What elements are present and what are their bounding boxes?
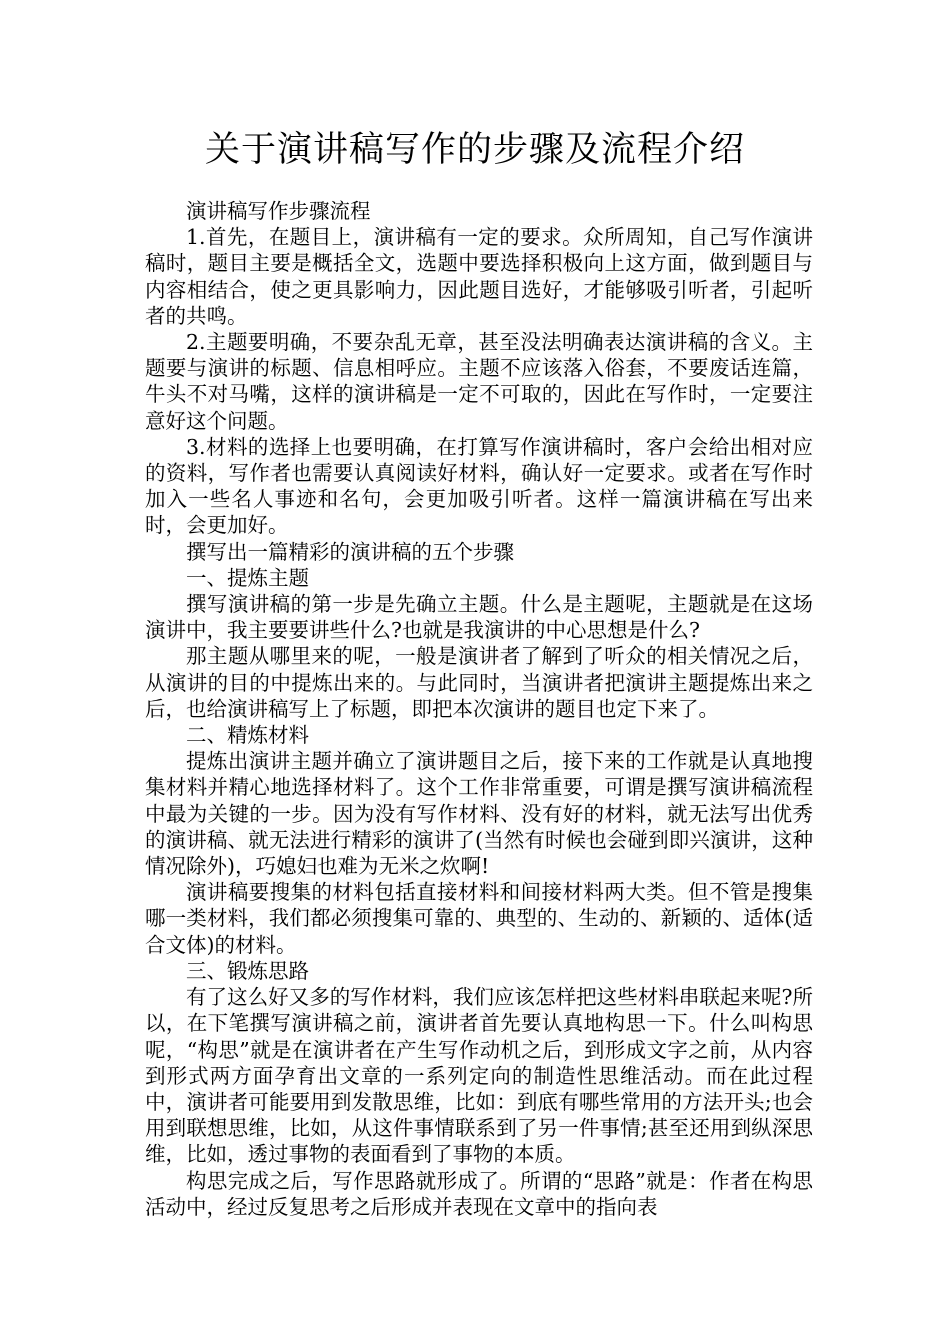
- section-heading: 三、锻炼思路: [186, 958, 309, 983]
- section-heading: 二、精炼材料: [186, 723, 309, 748]
- document-title: 关于演讲稿写作的步骤及流程介绍: [204, 130, 745, 170]
- paragraph: 那主题从哪里来的呢，一般是演讲者了解到了听众的相关情况之后，从演讲的目的中提炼出来的。与此同时，当演讲者把演讲主题提炼出来之后，也给演讲稿写上了标题，即把本次演讲的题目也定下来了。: [145, 644, 813, 721]
- paragraph: 2.主题要明确，不要杂乱无章，甚至没法明确表达演讲稿的含义。主题要与演讲的标题、信息相呼应。主题不应该落入俗套，不要废话连篇，牛头不对马嘴，这样的演讲稿是一定不可取的，因此在写作时，一定要注意好这个问题。: [145, 330, 813, 433]
- paragraph: 演讲稿要搜集的材料包括直接材料和间接材料两大类。但不管是搜集哪一类材料，我们都必须搜集可靠的、典型的、生动的、新颖的、适体(适合文体)的材料。: [145, 880, 813, 957]
- paragraph: 提炼出演讲主题并确立了演讲题目之后，接下来的工作就是认真地搜集材料并精心地选择材料了。这个工作非常重要，可谓是撰写演讲稿流程中最为关键的一步。因为没有写作材料、没有好的材料，就无法写出优秀的演讲稿、就无法进行精彩的演讲了(当然有时候也会碰到即兴演讲，这种情况除外)，巧媳妇也难为无米之炊啊!: [145, 749, 813, 879]
- paragraph: 3.材料的选择上也要明确，在打算写作演讲稿时，客户会给出相对应的资料，写作者也需要认真阅读好材料，确认好一定要求。或者在写作时加入一些名人事迹和名句，会更加吸引听者。这样一篇演讲稿在写出来时，会更加好。: [145, 434, 813, 538]
- document-body: [145, 198, 813, 1220]
- paragraph: 构思完成之后，写作思路就形成了。所谓的“思路”就是：作者在构思活动中，经过反复思考之后形成并表现在文章中的指向表: [145, 1168, 813, 1219]
- paragraph: 演讲稿写作步骤流程: [186, 199, 371, 223]
- paragraph: 1.首先，在题目上，演讲稿有一定的要求。众所周知，自己写作演讲稿时，题目主要是概括全文，选题中要选择积极向上这方面，做到题目与内容相结合，使之更具影响力，因此题目选好，才能够吸引听者，引起听者的共鸣。: [145, 225, 813, 328]
- section-heading: 撰写出一篇精彩的演讲稿的五个步骤: [186, 539, 514, 564]
- paragraph: 撰写演讲稿的第一步是先确立主题。什么是主题呢，主题就是在这场演讲中，我主要要讲些什么?也就是我演讲的中心思想是什么?: [145, 592, 813, 643]
- section-heading: 一、提炼主题: [186, 565, 309, 590]
- paragraph: 有了这么好又多的写作材料，我们应该怎样把这些材料串联起来呢?所以，在下笔撰写演讲稿之前，演讲者首先要认真地构思一下。什么叫构思呢，“构思”就是在演讲者在产生写作动机之后，到形成文字之前，从内容到形式两方面孕育出文章的一系列定向的制造性思维活动。而在此过程中，演讲者可能要用到发散思维，比如：到底有哪些常用的方法开头;也会用到联想思维，比如，从这件事情联系到了另一件事情;甚至还用到纵深思维，比如，透过事物的表面看到了事物的本质。: [145, 985, 813, 1167]
